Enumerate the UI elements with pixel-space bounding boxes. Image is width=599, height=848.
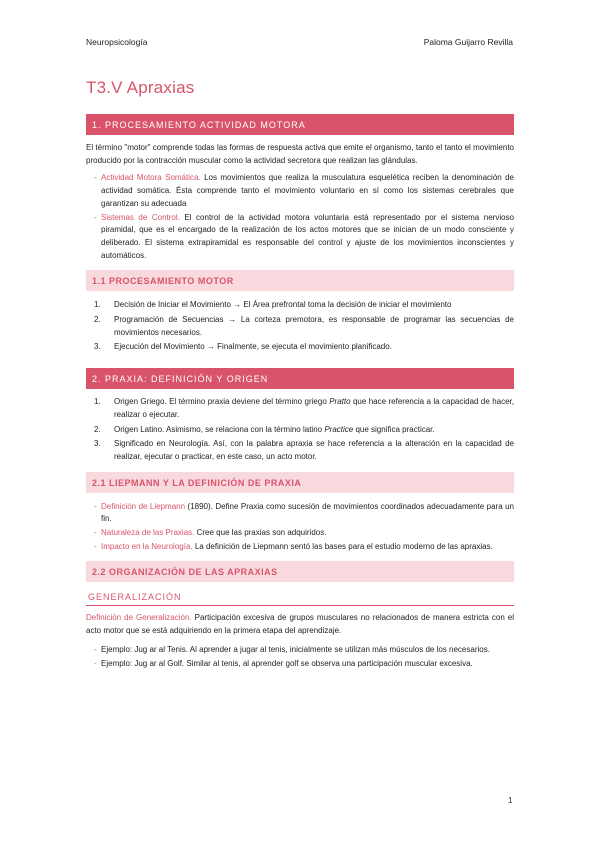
list-item (94, 501, 514, 526)
list-item-term: Impacto en la Neurología. (101, 541, 193, 551)
document-body (86, 114, 514, 676)
list-item-italic: Pratto (329, 397, 351, 407)
list-item-text: Ejecución del Movimiento → Finalmente, se ejecuta el movimiento planificado. (114, 342, 392, 352)
list-item-term: Definición de Liepmann (101, 501, 186, 511)
list-item (94, 314, 514, 339)
list-item (94, 438, 514, 463)
generalizacion-definition (86, 612, 514, 637)
section-heading-2: 2. PRAXIA: DEFINICIÓN Y ORIGEN (86, 368, 514, 389)
section-1-list (86, 172, 514, 262)
list-item-text: (1890). Define Praxia como sucesión de movimientos coordinados adecuadamente para un fin. (101, 501, 515, 524)
generalizacion-examples (86, 644, 514, 670)
section-1-1-list (86, 299, 514, 354)
list-item (94, 396, 514, 421)
definition-text: Participación excesiva de grupos musculares no relacionados de manera estricta con el acto motor que se está adquiriendo en la primera etapa del aprendizaje. (86, 613, 515, 636)
list-item-text-end: que significa practicar. (353, 424, 435, 434)
list-item-text: Ejemplo: Jug ar al Tenis. Al aprender a jugar al tenis, inicialmente se utilizan más músculos de los necesarios. (101, 644, 490, 654)
section-heading-2-2: 2.2 ORGANIZACIÓN DE LAS APRAXIAS (86, 561, 514, 582)
list-item-term: Sistemas de Control. (101, 212, 180, 222)
definition-term: Definición de Generalización. (86, 613, 192, 623)
section-heading-1-1: 1.1 PROCESAMIENTO MOTOR (86, 270, 514, 291)
list-item (94, 541, 514, 554)
section-heading-1: 1. PROCESAMIENTO ACTIVIDAD MOTORA (86, 114, 514, 135)
list-item-text: La definición de Liepmann sentó las bases para el estudio moderno de las apraxias. (192, 541, 493, 551)
list-item (94, 527, 514, 540)
list-item (94, 299, 514, 312)
list-item-text: El control de la actividad motora voluntaria está representado por el sistema nervioso piramidal, que es el encargado de la realización de los actos motores que se inician de un modo consciente y deliberado. El sistema extrapiramidal es responsable del control y ajuste de los movimientos inconscientes y automáticos. (101, 212, 514, 260)
list-item-term: Actividad Motora Somática. (101, 173, 201, 183)
list-item-text: Ejemplo: Jug ar al Golf. Similar al tenis, al aprender golf se observa una participación muscular excesiva. (101, 658, 473, 668)
list-item-italic: Practice (324, 424, 354, 434)
header-author: Paloma Guijarro Revilla (423, 37, 513, 47)
list-number: 3. (94, 439, 101, 449)
list-item-text: Significado en Neurología. Así, con la palabra apraxia se hace referencia a la alteración en la capacidad de realizar, ejecutar o practicar, en este caso, un acto motor. (114, 439, 514, 461)
list-item (94, 644, 514, 657)
list-item-text: Programación de Secuencias → La corteza premotora, es responsable de programar las secuencias de movimientos necesarios. (114, 315, 514, 337)
list-item-text: Decisión de Iniciar el Movimiento → El Área prefrontal toma la decisión de iniciar el movimiento (114, 300, 452, 310)
section-2-list (86, 396, 514, 464)
list-item-text-end: que hace referencia a la capacidad de hacer, realizar o ejecutar. (114, 397, 514, 419)
section-2-1-list (86, 501, 514, 554)
list-number: 3. (94, 342, 101, 352)
document-title: T3.V Apraxias (86, 78, 195, 97)
list-item-text: Origen Latino. Asimismo, se relaciona con la término latino (114, 424, 325, 434)
list-item (94, 424, 514, 437)
subsection-heading-generalizacion: GENERALIZACIÓN (86, 590, 514, 606)
list-item-text: Los movimientos que realiza la musculatura esquelética reciben la denominación de actividad somática. Ésta comprende tanto el movimiento voluntario en sí como los sistemas cerebrales que garantizan su adecuada (101, 173, 514, 208)
list-number: 1. (94, 397, 101, 407)
list-item-term: Naturaleza de las Praxias. (101, 528, 195, 538)
list-item (94, 212, 514, 263)
list-item (94, 658, 514, 671)
list-item-text: Cree que las praxias son adquiridos. (194, 528, 327, 538)
list-item (94, 341, 514, 354)
list-number: 1. (94, 300, 101, 310)
header-subject: Neuropsicología (86, 37, 148, 47)
list-number: 2. (94, 424, 101, 434)
list-item (94, 172, 514, 210)
list-number: 2. (94, 315, 101, 325)
list-item-text: Origen Griego. El término praxia deviene del término griego (114, 397, 330, 407)
page-number: 1 (508, 796, 513, 805)
section-heading-2-1: 2.1 LIEPMANN Y LA DEFINICIÓN DE PRAXIA (86, 472, 514, 493)
section-1-intro: El término "motor" comprende todas las formas de respuesta activa que emite el organismo, tanto el tanto el movimiento producido por la contracción muscular como la actividad secretora que realizan las glándulas. (86, 143, 514, 165)
